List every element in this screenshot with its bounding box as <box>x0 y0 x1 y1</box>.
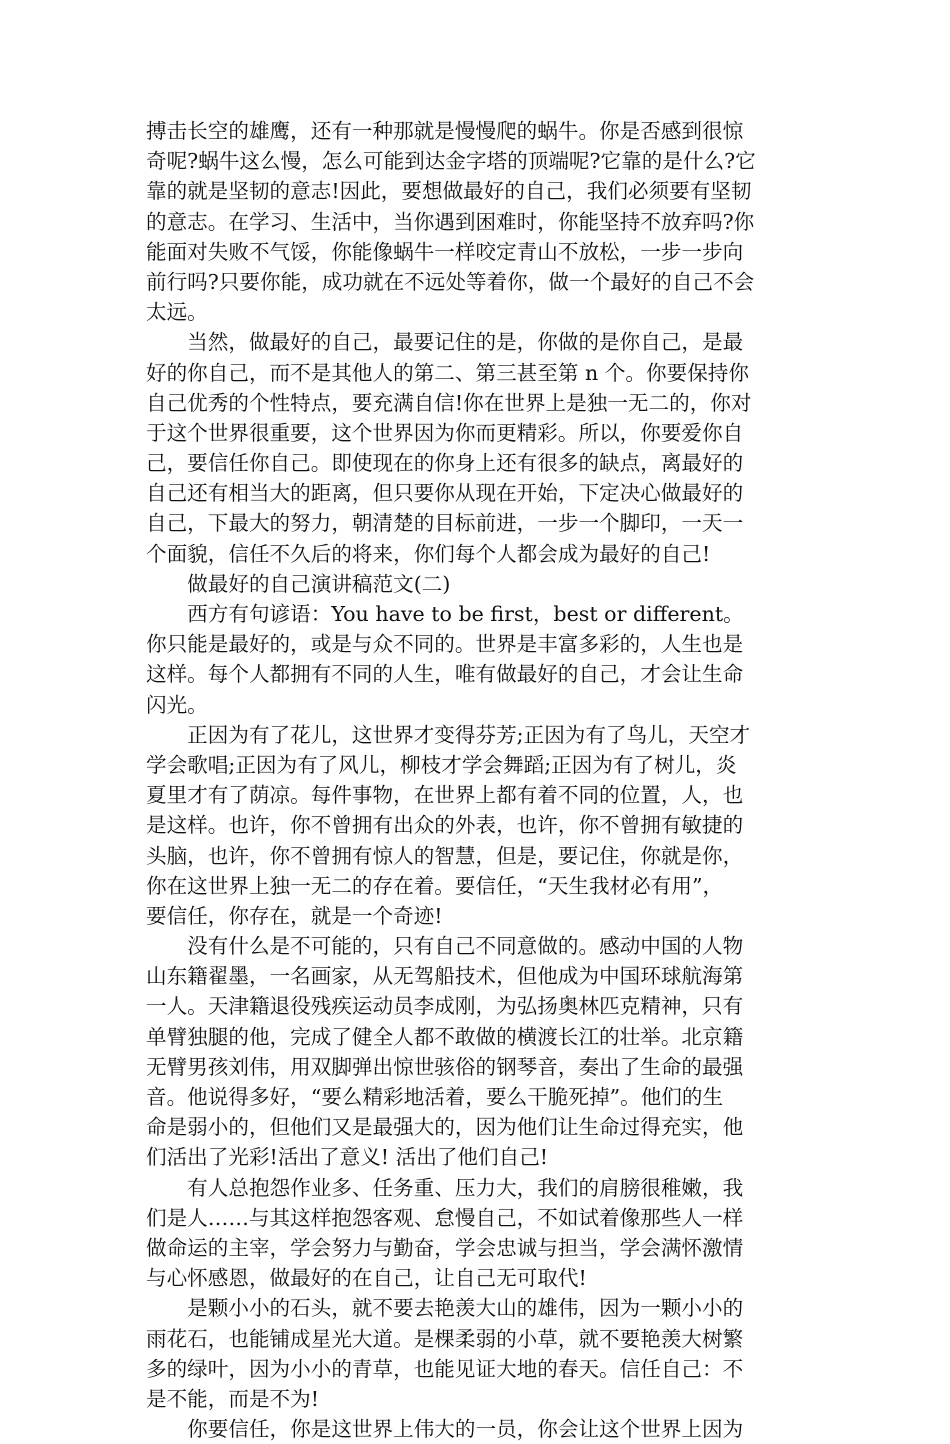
text-line: 没有什么是不可能的，只有自己不同意做的。感动中国的人物 <box>146 934 744 959</box>
text-line: 个面貌，信任不久后的将来，你们每个人都会成为最好的自己! <box>146 541 711 566</box>
text-line: 做命运的主宰，学会努力与勤奋，学会忠诚与担当，学会满怀激情 <box>146 1235 744 1260</box>
text-line: 正因为有了花儿，这世界才变得芬芳;正因为有了鸟儿，天空才 <box>146 722 751 747</box>
text-line: 己，要信任你自己。即使现在的你身上还有很多的缺点，离最好的 <box>146 451 744 476</box>
text-line: 夏里才有了荫凉。每件事物，在世界上都有着不同的位置，人，也 <box>146 783 744 808</box>
text-line: 命是弱小的，但他们又是最强大的，因为他们让生命过得充实，他 <box>146 1115 744 1140</box>
text-line: 太远。 <box>146 300 208 325</box>
text-line: 好的你自己，而不是其他人的第二、第三甚至第 n 个。你要保持你 <box>146 360 749 385</box>
text-line: 头脑，也许，你不曾拥有惊人的智慧，但是，要记住，你就是你， <box>146 843 744 868</box>
text-line: 这样。每个人都拥有不同的人生，唯有做最好的自己，才会让生命 <box>146 662 744 687</box>
section-heading: 做最好的自己演讲稿范文(二) <box>146 571 451 596</box>
text-line: 有人总抱怨作业多、任务重、压力大，我们的肩膀很稚嫩，我 <box>146 1175 744 1200</box>
document-body <box>146 116 812 1444</box>
text-line: 是这样。也许，你不曾拥有出众的外表，也许，你不曾拥有敏捷的 <box>146 813 744 838</box>
text-line: 前行吗?只要你能，成功就在不远处等着你，做一个最好的自己不会 <box>146 269 755 294</box>
text-line: 与心怀感恩，做最好的在自己，让自己无可取代! <box>146 1266 587 1291</box>
text-line: 你在这世界上独一无二的存在着。要信任，“天生我材必有用”， <box>146 873 724 898</box>
text-line: 雨花石，也能铺成星光大道。是棵柔弱的小草，就不要艳羡大树繁 <box>146 1326 744 1351</box>
text-line: 学会歌唱;正因为有了风儿，柳枝才学会舞蹈;正因为有了树儿，炎 <box>146 752 737 777</box>
text-line: 奇呢?蜗牛这么慢，怎么可能到达金字塔的顶端呢?它靠的是什么?它 <box>146 149 756 174</box>
text-line: 是不能，而是不为! <box>146 1386 320 1411</box>
text-line: 自己，下最大的努力，朝清楚的目标前进，一步一个脚印，一天一 <box>146 511 744 536</box>
text-line: 无臂男孩刘伟，用双脚弹出惊世骇俗的钢琴音，奏出了生命的最强 <box>146 1054 744 1079</box>
text-line: 当然，做最好的自己，最要记住的是，你做的是你自己，是最 <box>146 330 744 355</box>
text-line: 自己优秀的个性特点，要充满自信!你在世界上是独一无二的，你对 <box>146 390 752 415</box>
text-line: 们活出了光彩!活出了意义! 活出了他们自己! <box>146 1145 549 1170</box>
text-line: 的意志。在学习、生活中，当你遇到困难时，你能坚持不放弃吗?你 <box>146 209 755 234</box>
text-line: 靠的就是坚韧的意志!因此，要想做最好的自己，我们必须要有坚韧 <box>146 179 752 204</box>
text-line: 你要信任，你是这世界上伟大的一员，你会让这个世界上因为 <box>146 1417 744 1442</box>
text-line: 西方有句谚语：You have to be first，best or different。 <box>146 602 744 626</box>
text-line: 多的绿叶，因为小小的青草，也能见证大地的春天。信任自己：不 <box>146 1356 744 1381</box>
text-line: 能面对失败不气馁，你能像蜗牛一样咬定青山不放松，一步一步向 <box>146 239 744 264</box>
text-line: 音。他说得多好，“要么精彩地活着，要么干脆死掉”。他们的生 <box>146 1085 724 1109</box>
text-line: 你只能是最好的，或是与众不同的。世界是丰富多彩的，人生也是 <box>146 632 744 657</box>
text-line: 是颗小小的石头，就不要去艳羡大山的雄伟，因为一颗小小的 <box>146 1296 744 1321</box>
text-line: 们是人……与其这样抱怨客观、怠慢自己，不如试着像那些人一样 <box>146 1205 744 1230</box>
text-line: 闪光。 <box>146 692 208 717</box>
text-line: 要信任，你存在，就是一个奇迹! <box>146 903 443 928</box>
text-line: 自己还有相当大的距离，但只要你从现在开始，下定决心做最好的 <box>146 481 744 506</box>
text-line: 单臂独腿的他，完成了健全人都不敢做的横渡长江的壮举。北京籍 <box>146 1024 744 1049</box>
text-line: 于这个世界很重要，这个世界因为你而更精彩。所以，你要爱你自 <box>146 420 744 445</box>
text-line: 山东籍翟墨，一名画家，从无驾船技术，但他成为中国环球航海第 <box>146 964 744 989</box>
text-line: 一人。天津籍退役残疾运动员李成刚，为弘扬奥林匹克精神，只有 <box>146 994 744 1019</box>
text-line: 搏击长空的雄鹰，还有一种那就是慢慢爬的蜗牛。你是否感到很惊 <box>146 119 744 143</box>
